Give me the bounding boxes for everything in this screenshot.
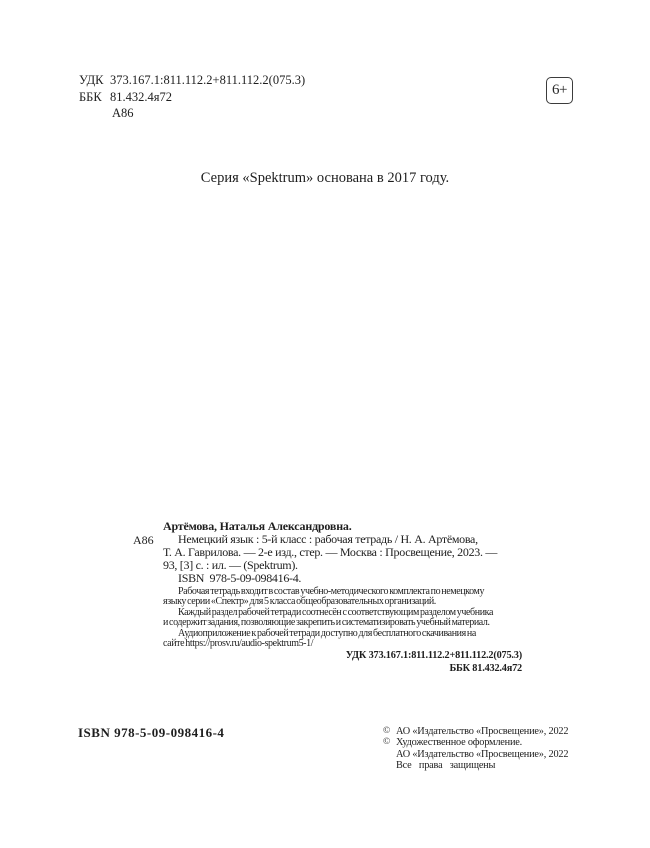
annotation-line: Аудиоприложение к рабочей тетради доступно для бесплатного скачивания на xyxy=(178,627,476,639)
udk-label: УДК xyxy=(79,73,104,87)
margin-author-code: А86 xyxy=(133,533,154,547)
copyright-text: АО «Издательство «Просвещение», 2022 xyxy=(396,726,569,737)
copyright-symbol xyxy=(383,760,396,771)
udk-value: 373.167.1:811.112.2+811.112.2(075.3) xyxy=(110,73,306,87)
author-name: Артёмова, Наталья Александровна. xyxy=(163,519,352,533)
bbk-value: 81.432.4я72 xyxy=(110,89,172,104)
copyright-line xyxy=(383,749,568,760)
isbn-line: ISBN 978-5-09-098416-4. xyxy=(178,571,302,585)
description-line: 93, [3] с. : ил. — (Spektrum). xyxy=(163,558,298,572)
copyright-line xyxy=(383,726,568,737)
series-note: Серия «Spektrum» основана в 2017 году. xyxy=(200,170,450,186)
description-line: Т. А. Гаврилова. — 2-е изд., стер. — Москва : Просвещение, 2023. — xyxy=(163,545,498,559)
udk-footnote: УДК 373.167.1:811.112.2+811.112.2(075.3) xyxy=(345,650,522,661)
copyright-symbol xyxy=(383,749,396,760)
classification-footnote xyxy=(346,649,522,675)
annotation-line: Каждый раздел рабочей тетради соотнесён с соответствующим разделом учебника xyxy=(178,606,493,618)
annotation-url-line: сайте https://prosv.ru/audio-spektrum5-1/ xyxy=(163,638,314,650)
bbk-label: ББК xyxy=(79,89,102,104)
copyright-text: АО «Издательство «Просвещение», 2022 xyxy=(396,748,569,760)
bbk-classification xyxy=(79,89,305,106)
copyright-symbol: © xyxy=(383,737,391,748)
author-code: А86 xyxy=(112,106,134,120)
annotation-line: языку серии «Спектр» для 5 класса общеобразовательных организаций. xyxy=(163,596,436,608)
description-line: Немецкий язык : 5-й класс : рабочая тетрадь / Н. А. Артёмова, xyxy=(178,532,478,546)
bibliographic-entry xyxy=(163,520,519,585)
footer-isbn: ISBN 978-5-09-098416-4 xyxy=(78,725,225,740)
annotation-line: Рабочая тетрадь входит в состав учебно-методического комплекта по немецкому xyxy=(178,586,485,597)
age-rating-badge: 6+ xyxy=(546,77,573,104)
udk-classification xyxy=(79,72,305,89)
copyright-text: Художественное оформление. xyxy=(396,737,522,749)
copyright-block xyxy=(383,726,568,771)
rights-reserved-text: Все права защищены xyxy=(396,759,496,771)
annotation-block xyxy=(163,587,519,649)
annotation-line: и содержит задания, позволяющие закрепить и систематизировать учебный материал. xyxy=(163,617,490,629)
classification-block xyxy=(79,72,305,122)
copyright-line xyxy=(383,737,568,748)
copyright-symbol: © xyxy=(383,726,391,736)
bbk-footnote: ББК 81.432.4я72 xyxy=(449,663,522,674)
copyright-line xyxy=(383,760,568,771)
